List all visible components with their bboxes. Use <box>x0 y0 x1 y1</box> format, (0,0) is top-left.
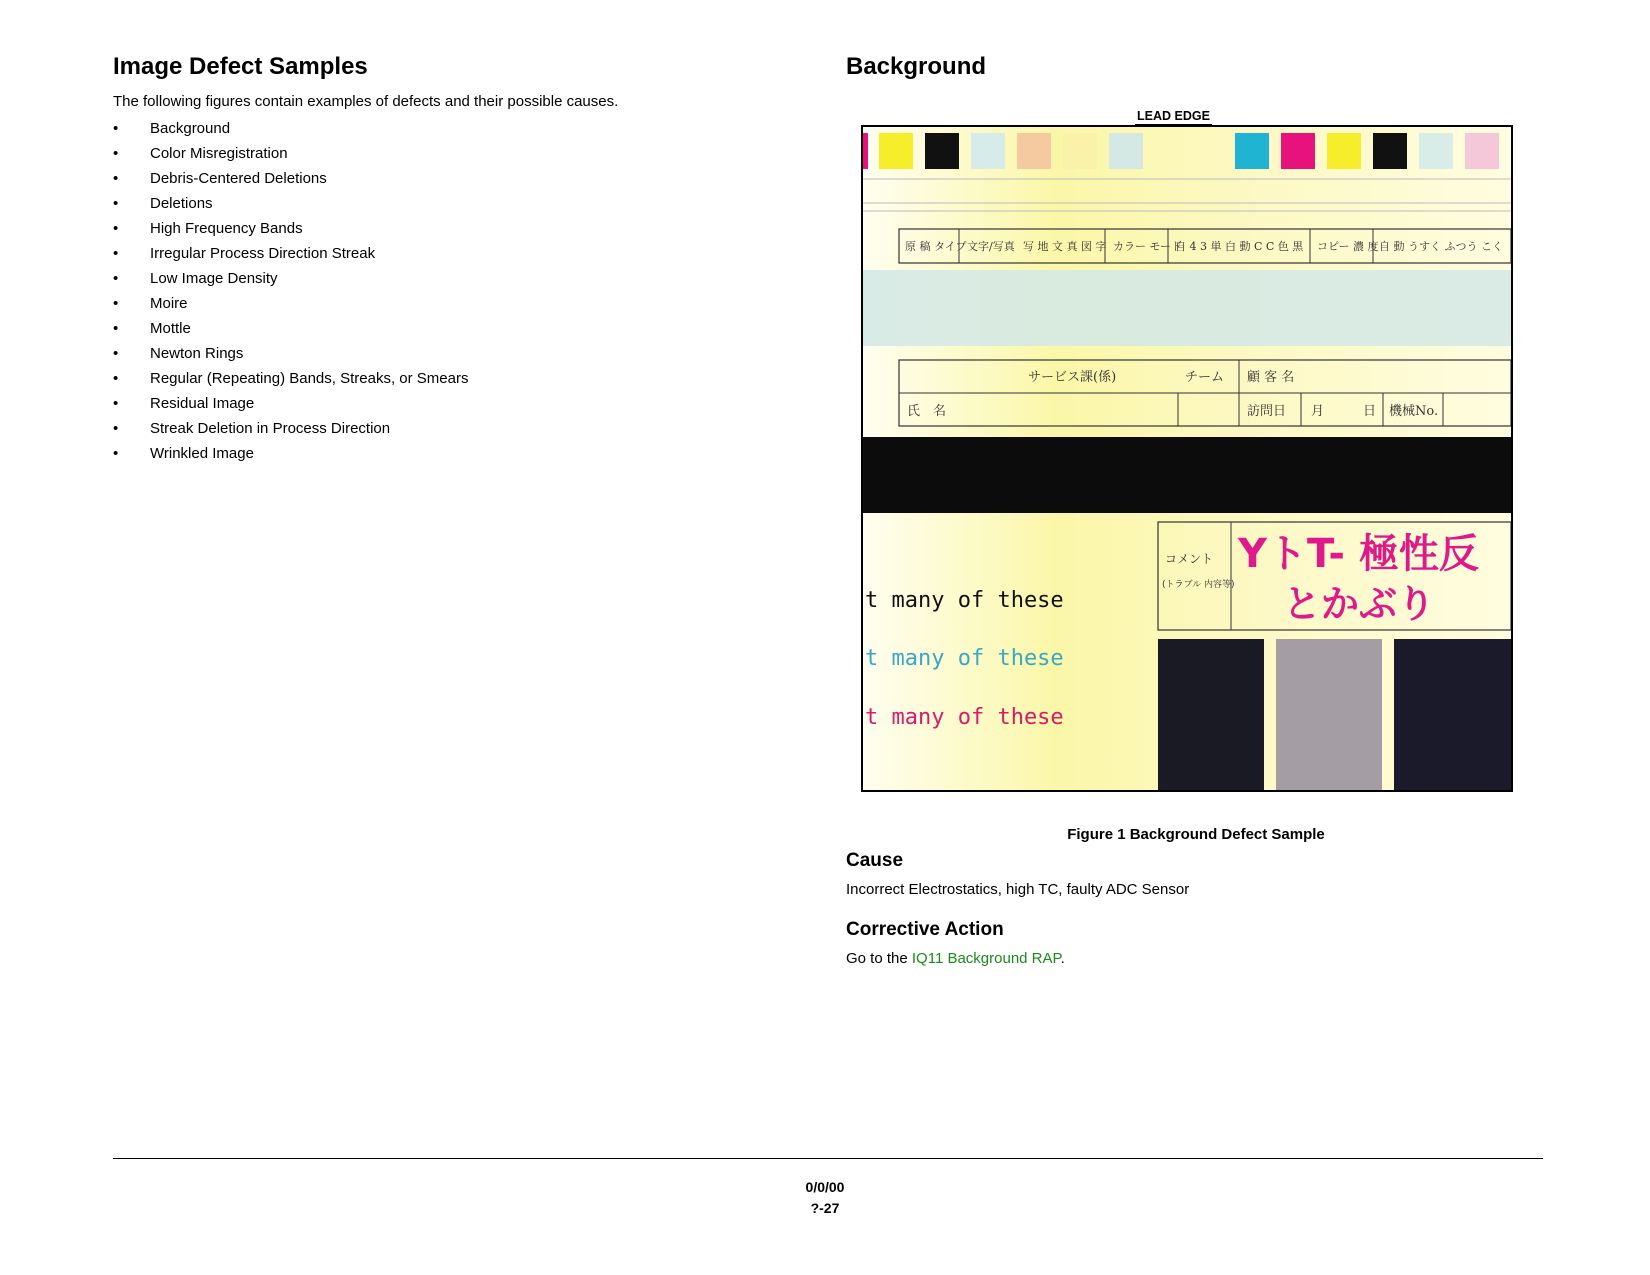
list-item: • Newton Rings <box>113 341 763 366</box>
form-month-label: 月 <box>1311 404 1325 419</box>
comment-label: コメント <box>1165 552 1214 566</box>
iq11-background-rap-link[interactable]: IQ11 Background RAP <box>911 950 1061 967</box>
form-cell-text: 自 4 3 単 白 動 C C 色 黒 <box>1175 240 1304 253</box>
form-cell-text: カラー モード <box>1113 240 1183 253</box>
cause-heading: Cause <box>846 850 904 871</box>
list-item: • Mottle <box>113 316 763 341</box>
form-team-label: チーム <box>1185 370 1225 385</box>
action-suffix: . <box>1060 950 1065 967</box>
form-customer-label: 顧 客 名 <box>1247 370 1295 385</box>
form-cell-text: コピー 濃 度 <box>1317 240 1379 253</box>
list-item: • Background <box>113 116 763 141</box>
trouble-label: (トラブル 内容等) <box>1162 580 1235 590</box>
action-prefix: Go to the <box>846 950 912 967</box>
corrective-action-text <box>846 948 1546 969</box>
list-item: • Color Misregistration <box>113 141 763 166</box>
handwriting-line-1: YトT- 極性反 <box>1238 531 1479 577</box>
form-visit-label: 訪問日 <box>1247 404 1287 419</box>
list-item: • Debris-Centered Deletions <box>113 166 763 191</box>
list-item: • Residual Image <box>113 391 763 416</box>
left-column <box>113 52 763 466</box>
section-title: Background <box>846 53 987 80</box>
form-cell-text: 文字/写真 <box>967 240 1015 253</box>
handwriting-line-2: とかぶり <box>1283 582 1436 626</box>
footer-divider <box>113 1158 1543 1159</box>
list-item: • Deletions <box>113 191 763 216</box>
cause-section <box>846 849 1546 900</box>
corrective-action-heading: Corrective Action <box>846 919 1004 940</box>
form-day-label: 日 <box>1363 404 1377 419</box>
footer-date: 0/0/00 <box>805 1179 845 1195</box>
list-item: • Streak Deletion in Process Direction <box>113 416 763 441</box>
right-column <box>846 52 1546 91</box>
form-machine-label: 機械No. <box>1389 404 1439 419</box>
list-item: • Wrinkled Image <box>113 441 763 466</box>
list-item: • Regular (Repeating) Bands, Streaks, or Smears <box>113 366 763 391</box>
intro-text: The following figures contain examples of defects and their possible causes. <box>113 93 619 110</box>
page-title: Image Defect Samples <box>113 53 368 80</box>
footer-page-number: ?-27 <box>810 1200 840 1216</box>
sample-text-cyan: t many of these <box>865 646 1064 671</box>
defect-list <box>113 116 763 466</box>
list-item: • Low Image Density <box>113 266 763 291</box>
form-name-label: 氏 名 <box>907 404 947 419</box>
figure-caption: Figure 1 Background Defect Sample <box>1067 826 1325 843</box>
sample-text-black: t many of these <box>865 588 1064 613</box>
sample-print-image <box>861 125 1513 792</box>
cyan-band <box>863 270 1511 346</box>
cause-text: Incorrect Electrostatics, high TC, faulty ADC Sensor <box>846 881 1190 898</box>
list-item: • Moire <box>113 291 763 316</box>
list-item: • High Frequency Bands <box>113 216 763 241</box>
lead-edge-label: LEAD EDGE <box>1137 109 1210 123</box>
sample-print-svg <box>863 127 1511 790</box>
black-band <box>863 437 1511 513</box>
form-cell-text: 写 地 文 真 図 字 <box>1023 240 1107 253</box>
form-service-label: サービス課(係) <box>1028 370 1117 385</box>
list-item: • Irregular Process Direction Streak <box>113 241 763 266</box>
density-patches <box>1158 639 1511 790</box>
sample-text-magenta: t many of these <box>865 705 1064 730</box>
form-cell-text: 自 動 うすく ふつう こく <box>1379 240 1503 253</box>
form-cell-text: 原 稿 タイプ <box>905 240 967 253</box>
corrective-action-section <box>846 918 1546 969</box>
